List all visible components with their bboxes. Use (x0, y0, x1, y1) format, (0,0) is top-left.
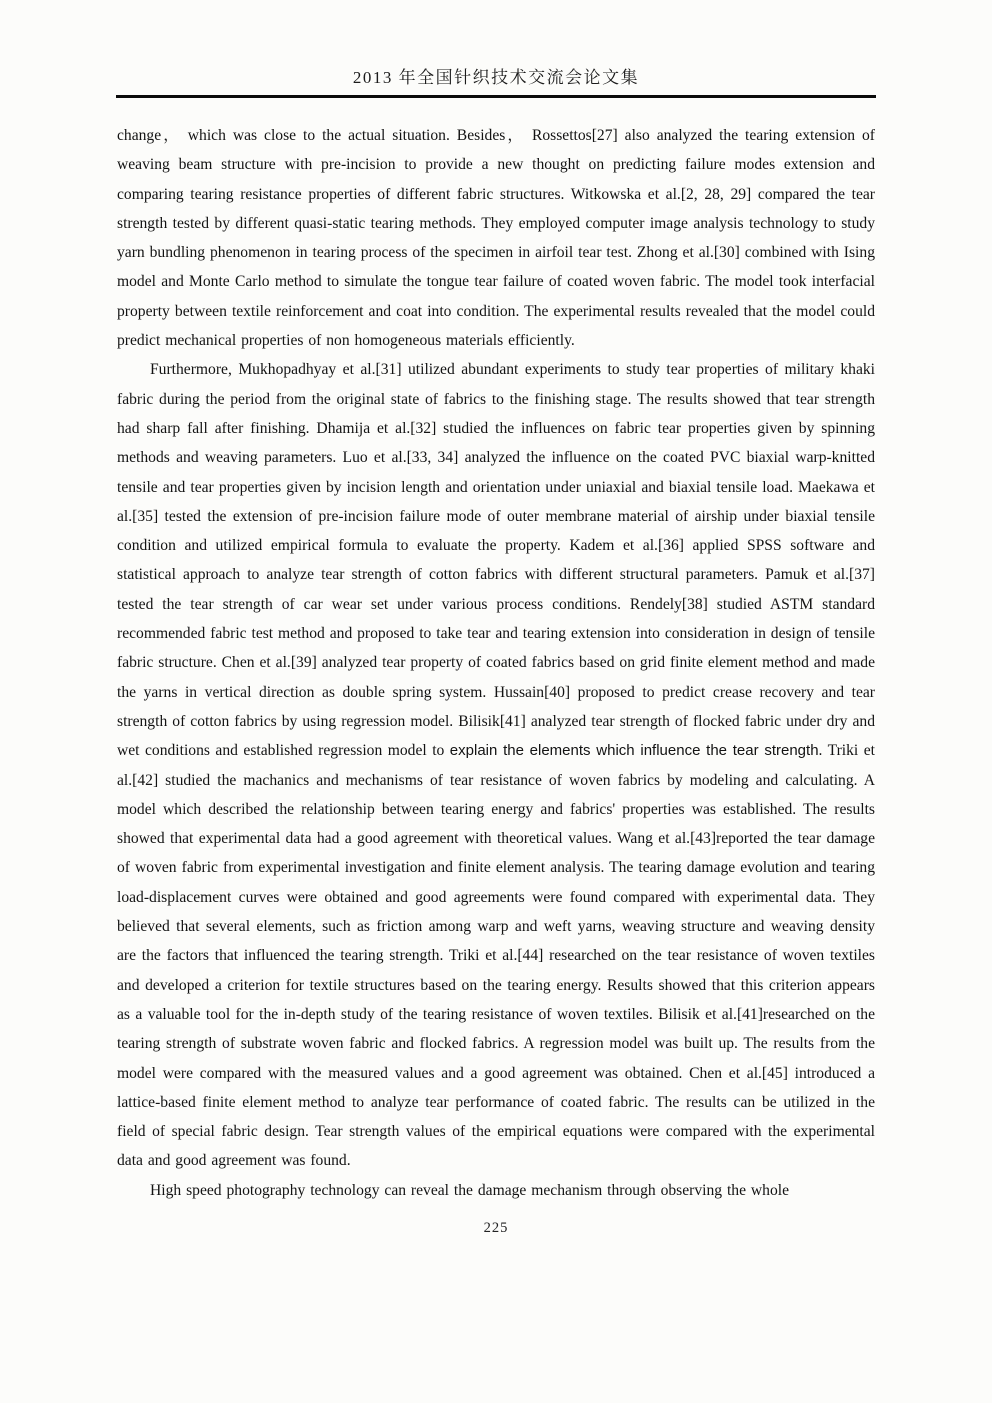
paragraph-2-segment-sans: explain the elements which influence the tear strength (449, 742, 819, 760)
paragraph-2-segment-serif-start: Furthermore, Mukhopadhyay et al.[31] utilized abundant experiments to study tear properties of military khaki fabric during the period from the original state of fabrics to the finishing stage. The results showed that tear strength had sharp fall after finishing. Dhamija et al.[32] studied the influences on fabric tear properties given by spinning methods and weaving parameters. Luo et al.[33, 34] analyzed the influence on the coated PVC biaxial warp-knitted tensile and tear properties given by incision length and orientation under uniaxial and biaxial tensile load. Maekawa et al.[35] tested the extension of pre-incision failure mode of outer membrane material of airship under biaxial tensile condition and utilized empirical formula to evaluate the property. Kadem et al.[36] applied SPSS software and statistical approach to analyze tear strength of cotton fabrics with different structural parameters. Pamuk et al.[37] tested the tear strength of car wear set under various process conditions. Rendely[38] studied ASTM standard recommended fabric test method and proposed to take tear and tearing extension into consideration in design of tensile fabric structure. Chen et al.[39] analyzed tear property of coated fabrics based on grid finite element method and made the yarns in vertical direction as double spring system. Hussain[40] proposed to predict crease recovery and tear strength of cotton fabrics by using regression model. Bilisik[41] analyzed tear strength of flocked fabric under dry and wet conditions and established regression model to (117, 361, 875, 760)
page-number: 225 (483, 1219, 509, 1236)
page-footer (0, 1220, 992, 1237)
header-rule (116, 95, 876, 98)
paragraph-2-segment-serif-end: . Triki et al.[42] studied the machanics and mechanisms of tear resistance of woven fabrics by modeling and calculating. A model which described the relationship between tearing energy and fabrics' properties was established. The results showed that experimental data had a good agreement with theoretical values. Wang et al.[43]reported the tear damage of woven fabric from experimental investigation and finite element analysis. The tearing damage evolution and tearing load-displacement curves were obtained and good agreements were found compared with experimental data. They believed that several elements, such as friction among warp and weft yarns, weaving structure and weaving density are the factors that influenced the tearing strength. Triki et al.[44] researched on the tear resistance of woven textiles and developed a criterion for textile structures based on the tearing energy. Results showed that this criterion appears as a valuable tool for the in-depth study of the tearing resistance of woven textiles. Bilisik et al.[41]researched on the tearing strength of substrate woven fabric and flocked fabrics. A regression model was built up. The results from the model were compared with the measured values and a good agreement was obtained. Chen et al.[45] introduced a lattice-based finite element method to analyze tear performance of coated fabric. The results can be utilized in the field of special fabric design. Tear strength values of the empirical equations were compared with the experimental data and good agreement was found. (117, 742, 875, 1170)
page-header (0, 0, 992, 98)
body-text (117, 121, 875, 1205)
body-paragraph-2 (117, 355, 875, 1175)
proceedings-title: 2013 年全国针织技术交流会论文集 (352, 68, 640, 87)
body-paragraph-1: change， which was close to the actual situation. Besides， Rossettos[27] also analyzed the tearing extension of weaving beam structure with pre-incision to provide a new thought on predicting failure modes extension and comparing tearing resistance properties of different fabric structures. Witkowska et al.[2, 28, 29] compared the tear strength tested by different quasi-static tearing methods. They employed computer image analysis technology to study yarn bundling phenomenon in tearing process of the specimen in airfoil tear test. Zhong et al.[30] combined with Ising model and Monte Carlo method to simulate the tongue tear failure of coated woven fabric. The model took interfacial property between textile reinforcement and coat into condition. The experimental results revealed that the model could predict mechanical properties of non homogeneous materials efficiently. (117, 127, 875, 350)
body-paragraph-3: High speed photography technology can reveal the damage mechanism through observing the whole (150, 1181, 790, 1199)
